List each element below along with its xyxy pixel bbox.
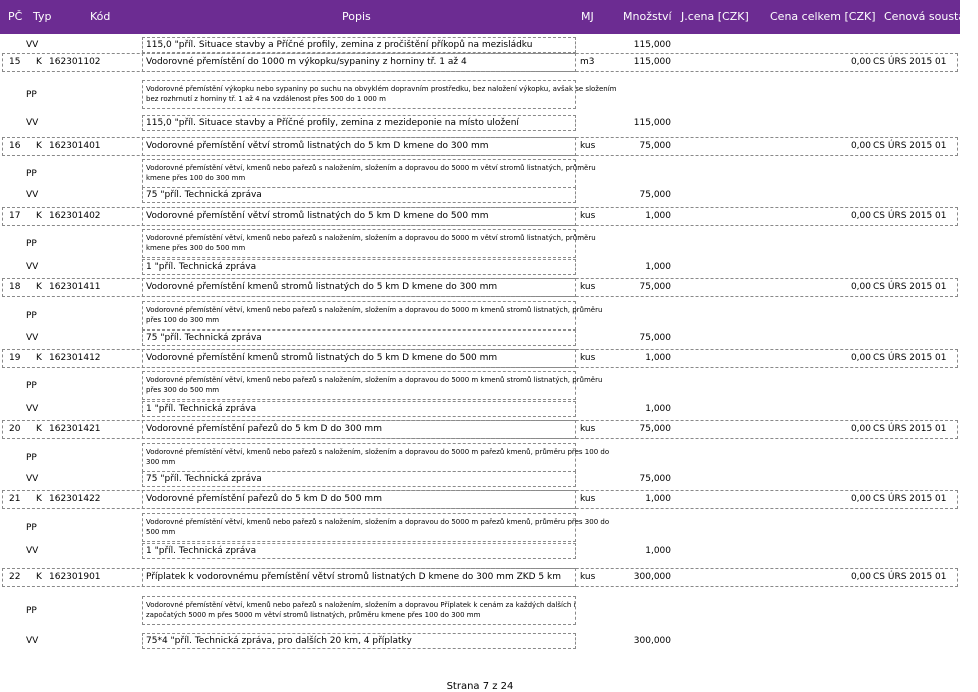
pp-type: PP bbox=[26, 311, 37, 321]
vv-description: 115,0 "příl. Situace stavby a Příčné profily, zemina z mezideponie na místo uložení bbox=[146, 118, 519, 128]
item-quantity: 75,000 bbox=[639, 424, 671, 434]
vv-type: VV bbox=[26, 333, 39, 343]
pp-description-line: Vodorovné přemístění větví, kmenů nebo pařezů s naložením, složením a dopravou do 5000 m kmenů stromů listnatých, průměru bbox=[146, 306, 603, 314]
vv-quantity: 75,000 bbox=[639, 474, 671, 484]
pp-description-line: 300 mm bbox=[146, 458, 176, 466]
vv-type: VV bbox=[26, 40, 39, 50]
col-mj-header: MJ bbox=[581, 10, 594, 23]
item-quantity: 300,000 bbox=[633, 572, 671, 582]
pp-description-line: 500 mm bbox=[146, 528, 176, 536]
item-number: 20 bbox=[9, 424, 21, 434]
vv-type: VV bbox=[26, 190, 39, 200]
item-total-price: 0,00 bbox=[850, 424, 871, 434]
col-popis-header: Popis bbox=[342, 10, 371, 23]
pp-type: PP bbox=[26, 239, 37, 249]
vv-type: VV bbox=[26, 118, 39, 128]
item-code: 162301421 bbox=[49, 424, 101, 434]
table-header bbox=[0, 0, 978, 34]
item-code: 162301411 bbox=[49, 282, 101, 292]
item-type: K bbox=[36, 494, 42, 504]
item-unit: kus bbox=[580, 282, 596, 292]
item-type: K bbox=[36, 57, 42, 67]
item-total-price: 0,00 bbox=[850, 572, 871, 582]
col-cenova-soustava-header: Cenová soustava bbox=[884, 10, 978, 23]
item-number: 15 bbox=[9, 57, 21, 67]
vv-description: 1 "příl. Technická zpráva bbox=[146, 546, 257, 556]
vv-description: 75*4 "příl. Technická zpráva, pro dalších 20 km, 4 příplatky bbox=[146, 636, 412, 646]
vv-quantity: 75,000 bbox=[639, 190, 671, 200]
item-code: 162301412 bbox=[49, 353, 101, 363]
item-description: Vodorovné přemístění kmenů stromů listnatých do 5 km D kmene do 300 mm bbox=[146, 282, 498, 292]
pp-description-line: Vodorovné přemístění větví, kmenů nebo pařezů s naložením, složením a dopravou do 5000 m kmenů stromů listnatých, průměru bbox=[146, 376, 603, 384]
pp-type: PP bbox=[26, 453, 37, 463]
item-total-price: 0,00 bbox=[850, 353, 871, 363]
item-quantity: 75,000 bbox=[639, 282, 671, 292]
vv-type: VV bbox=[26, 262, 39, 272]
item-description: Vodorovné přemístění pařezů do 5 km D do 500 mm bbox=[146, 494, 382, 504]
item-total-price: 0,00 bbox=[850, 141, 871, 151]
item-unit: kus bbox=[580, 141, 596, 151]
pp-description-line: Vodorovné přemístění větví, kmenů nebo pařezů s naložením, složením a dopravou do 5000 m větví stromů listnatých, průměru bbox=[146, 164, 596, 172]
pp-description-line: Vodorovné přemístění větví, kmenů nebo pařezů s naložením, složením a dopravou do 5000 m větví stromů listnatých, průměru bbox=[146, 234, 596, 242]
pp-type: PP bbox=[26, 523, 37, 533]
col-cena-celkem-header: Cena celkem [CZK] bbox=[770, 10, 876, 23]
pp-description-line: Vodorovné přemístění větví, kmenů nebo pařezů s naložením, složením a dopravou do 5000 m pařezů kmenů, průměru přes 300 do bbox=[146, 518, 610, 526]
item-number: 17 bbox=[9, 211, 21, 221]
page-number: Strana 7 z 24 bbox=[446, 681, 514, 692]
item-description: Příplatek k vodorovnému přemístění větví stromů listnatých D kmene do 300 mm ZKD 5 km bbox=[146, 572, 562, 582]
pp-type: PP bbox=[26, 90, 37, 100]
item-price-system: CS ÚRS 2015 01 bbox=[873, 57, 947, 67]
item-type: K bbox=[36, 141, 42, 151]
vv-description: 1 "příl. Technická zpráva bbox=[146, 262, 257, 272]
item-type: K bbox=[36, 424, 42, 434]
pp-description-line: započatých 5000 m přes 5000 m větví stromů listnatých, průměru kmene přes 100 do 300 mm bbox=[146, 611, 481, 619]
item-quantity: 115,000 bbox=[633, 57, 671, 67]
item-type: K bbox=[36, 353, 42, 363]
vv-description: 75 "příl. Technická zpráva bbox=[146, 333, 262, 343]
item-unit: kus bbox=[580, 424, 596, 434]
item-unit: kus bbox=[580, 494, 596, 504]
item-type: K bbox=[36, 282, 42, 292]
vv-description: 1 "příl. Technická zpráva bbox=[146, 404, 257, 414]
vv-quantity: 300,000 bbox=[633, 636, 671, 646]
pp-description-line: Vodorovné přemístění větví, kmenů nebo pařezů s naložením, složením a dopravou do 5000 m pařezů kmenů, průměru přes 100 do bbox=[146, 448, 610, 456]
item-code: 162301401 bbox=[49, 141, 101, 151]
pp-description-line: Vodorovné přemístění větví, kmenů nebo pařezů s naložením, složením a dopravou Příplatek k cenám za každých dalších i bbox=[146, 601, 576, 609]
col-kod-header: Kód bbox=[90, 10, 111, 23]
item-type: K bbox=[36, 211, 42, 221]
item-number: 21 bbox=[9, 494, 21, 504]
col-pc-header: PČ bbox=[8, 10, 23, 23]
col-mnozstvi-header: Množství bbox=[623, 10, 672, 23]
vv-type: VV bbox=[26, 404, 39, 414]
item-code: 162301102 bbox=[49, 57, 101, 67]
vv-quantity: 1,000 bbox=[645, 546, 671, 556]
item-price-system: CS ÚRS 2015 01 bbox=[873, 572, 947, 582]
item-price-system: CS ÚRS 2015 01 bbox=[873, 282, 947, 292]
pp-description-line: přes 100 do 300 mm bbox=[146, 316, 220, 324]
vv-type: VV bbox=[26, 546, 39, 556]
vv-quantity: 1,000 bbox=[645, 404, 671, 414]
item-description: Vodorovné přemístění větví stromů listnatých do 5 km D kmene do 300 mm bbox=[146, 141, 489, 151]
pp-description-line: kmene přes 100 do 300 mm bbox=[146, 174, 246, 182]
item-unit: m3 bbox=[580, 57, 595, 67]
item-description: Vodorovné přemístění pařezů do 5 km D do 300 mm bbox=[146, 424, 382, 434]
col-typ-header: Typ bbox=[33, 10, 52, 23]
item-price-system: CS ÚRS 2015 01 bbox=[873, 353, 947, 363]
pp-type: PP bbox=[26, 606, 37, 616]
item-unit: kus bbox=[580, 353, 596, 363]
item-description: Vodorovné přemístění větví stromů listnatých do 5 km D kmene do 500 mm bbox=[146, 211, 489, 221]
item-price-system: CS ÚRS 2015 01 bbox=[873, 494, 947, 504]
item-total-price: 0,00 bbox=[850, 57, 871, 67]
vv-description: 115,0 "příl. Situace stavby a Příčné profily, zemina z pročištění příkopů na mezisládku bbox=[146, 40, 533, 50]
item-number: 22 bbox=[9, 572, 21, 582]
item-number: 18 bbox=[9, 282, 21, 292]
item-code: 162301402 bbox=[49, 211, 101, 221]
item-price-system: CS ÚRS 2015 01 bbox=[873, 141, 947, 151]
item-code: 162301901 bbox=[49, 572, 101, 582]
item-total-price: 0,00 bbox=[850, 282, 871, 292]
vv-quantity: 115,000 bbox=[633, 118, 671, 128]
col-jcena-header: J.cena [CZK] bbox=[681, 10, 749, 23]
item-unit: kus bbox=[580, 211, 596, 221]
pp-description-line: kmene přes 300 do 500 mm bbox=[146, 244, 246, 252]
item-total-price: 0,00 bbox=[850, 494, 871, 504]
item-type: K bbox=[36, 572, 42, 582]
item-quantity: 1,000 bbox=[645, 494, 671, 504]
vv-quantity: 1,000 bbox=[645, 262, 671, 272]
item-quantity: 1,000 bbox=[645, 211, 671, 221]
vv-type: VV bbox=[26, 636, 39, 646]
item-description: Vodorovné přemístění do 1000 m výkopku/sypaniny z horniny tř. 1 až 4 bbox=[146, 57, 467, 67]
vv-description: 75 "příl. Technická zpráva bbox=[146, 474, 262, 484]
vv-quantity: 115,000 bbox=[633, 40, 671, 50]
item-price-system: CS ÚRS 2015 01 bbox=[873, 211, 947, 221]
item-description: Vodorovné přemístění kmenů stromů listnatých do 5 km D kmene do 500 mm bbox=[146, 353, 498, 363]
item-quantity: 75,000 bbox=[639, 141, 671, 151]
pp-type: PP bbox=[26, 169, 37, 179]
item-quantity: 1,000 bbox=[645, 353, 671, 363]
item-number: 19 bbox=[9, 353, 21, 363]
item-price-system: CS ÚRS 2015 01 bbox=[873, 424, 947, 434]
pp-type: PP bbox=[26, 381, 37, 391]
vv-type: VV bbox=[26, 474, 39, 484]
pp-description-line: přes 300 do 500 mm bbox=[146, 386, 220, 394]
item-number: 16 bbox=[9, 141, 21, 151]
pp-description-line: Vodorovné přemístění výkopku nebo sypaniny po suchu na obvyklém dopravním prostředku, bez naložení výkopku, avšak se složením bbox=[146, 85, 617, 93]
vv-description: 75 "příl. Technická zpráva bbox=[146, 190, 262, 200]
vv-quantity: 75,000 bbox=[639, 333, 671, 343]
item-unit: kus bbox=[580, 572, 596, 582]
pp-description-line: bez rozhrnutí z horniny tř. 1 až 4 na vzdálenost přes 500 do 1 000 m bbox=[146, 95, 386, 103]
item-code: 162301422 bbox=[49, 494, 101, 504]
item-total-price: 0,00 bbox=[850, 211, 871, 221]
